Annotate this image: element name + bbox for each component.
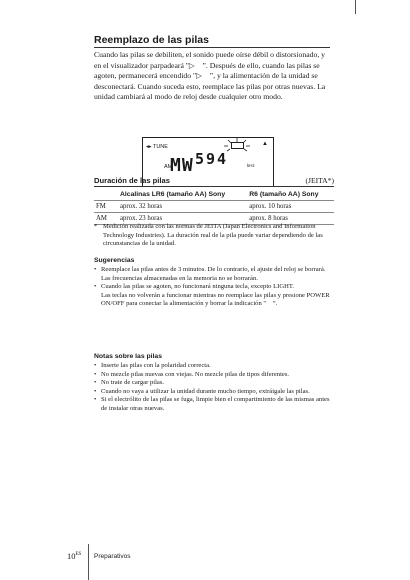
table-cell: FM: [94, 201, 118, 213]
page-number: $10^{ES}$: [67, 551, 82, 561]
list-item: • Reemplace las pilas antes de 3 minutos. De lo contrario, el ajuste del reloj se borrará. Las frecuencias almacenadas en la memoria no se borrarán.: [94, 266, 326, 282]
table-row: [94, 201, 334, 213]
am-indicator: AM: [164, 164, 173, 170]
top-margin-line: [355, 0, 356, 14]
band-readout: MW: [170, 155, 194, 176]
table-cell: aprox. 8 horas: [247, 213, 334, 225]
list-item-continuation: Las teclas no volverán a funcionar mientras no reemplace las pilas y presione POWER ON/OFF para conectar la alimentación y borrar la indicación " ”.: [101, 291, 330, 308]
duration-rule: [94, 186, 334, 187]
frequency-readout: 594: [195, 150, 229, 168]
table-cell: aprox. 32 horas: [118, 201, 247, 213]
table-header-cell: Alcalinas LR6 (tamaño AA) Sony: [120, 190, 226, 198]
title-rule: [94, 47, 330, 48]
duration-title: Duración de las pilas: [94, 176, 170, 185]
frequency-unit: kHz: [247, 163, 255, 168]
notes-heading: Notas sobre las pilas: [94, 353, 162, 360]
jeita-note: (JEITA*): [305, 176, 334, 185]
list-item: • Cuando no vaya a utilizar la unidad durante mucho tiempo, extráigale las pilas.: [94, 387, 310, 395]
battery-duration-table: [94, 188, 334, 225]
intro-paragraph: Cuando las pilas se debiliten, el sonido puede oírse débil o distorsionado, y en el visualizador parpadeará "​▷ ”. Después de ello, cuando las pilas se agoten, permanecerá encendido "​▷ ”, y la alimentación de la unidad se desconectará. Cuando suceda esto, reemplace las pilas por otras nuevas. La unidad cambiará al modo de reloj desde cualquier otro modo.: [94, 50, 326, 101]
footer-divider: [88, 544, 89, 580]
section-title: Reemplazo de las pilas: [94, 34, 209, 46]
duration-heading: [94, 176, 334, 185]
tune-label: TUNE: [152, 144, 168, 150]
list-item: • Si el electrólito de las pilas se fuga, limpie bien el compartimiento de las mismas antes de instalar otras nuevas.: [94, 396, 330, 412]
table-cell: aprox. 23 horas: [118, 213, 247, 225]
footnote-mark: *: [94, 223, 98, 230]
table-header-row: [94, 188, 334, 201]
list-item: • Inserte las pilas con la polaridad correcta.: [94, 362, 211, 369]
footnote-text: Medición realizada con las normas de JEITA (Japan Electronics and Information Technology Industries). La duración real de la pila puede variar dependiendo de las circunstancias de la unidad.: [103, 223, 323, 248]
list-item: • Cuando las pilas se agoten, no funcionará ninguna tecla, excepto LIGHT.: [94, 283, 295, 291]
list-item: • No trate de cargar pilas.: [94, 379, 165, 387]
table-cell: aprox. 10 horas: [247, 201, 334, 213]
battery-icon: [231, 142, 244, 149]
notes-list: [94, 362, 334, 414]
tune-indicator: [146, 144, 168, 150]
chapter-label: Preparativos: [94, 553, 131, 560]
table-header-cell: [94, 188, 118, 201]
tips-heading: Sugerencias: [94, 257, 135, 264]
tune-arrows-icon: ◂▸: [146, 144, 152, 150]
footnote: [94, 223, 334, 249]
tips-list: [94, 266, 334, 309]
indicator-triangle-icon: ▲: [262, 141, 268, 147]
table-header-cell: R6 (tamaño AA) Sony: [249, 190, 319, 198]
table-cell: AM: [94, 213, 118, 225]
list-item: • No mezcle pilas nuevas con viejas. No mezcle pilas de tipos diferentes.: [94, 370, 290, 378]
